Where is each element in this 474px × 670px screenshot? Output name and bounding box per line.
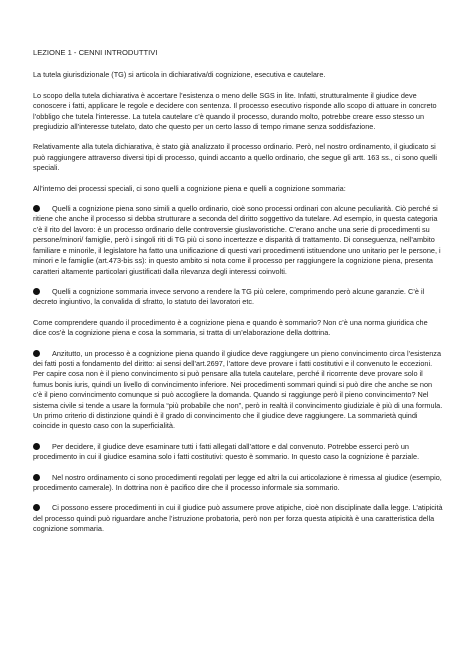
bullet-text: Nel nostro ordinamento ci sono procedimenti regolati per legge ed altri la cui articolazione è rimessa al giudice (esempio, procedimento camerale). In dottrina non è pacifico dire che il processo informale sia sommario. [33, 472, 442, 492]
bullet-text: Ci possono essere procedimenti in cui il giudice può assumere prove atipiche, cioè non disciplinate dalla legge. L’atipicità del processo quindi può riguardare anche l’istruzione probatoria, però non per forza questa atipicità è una caratteristica della cognizione sommaria. [33, 503, 443, 534]
paragraph-come-comprendere: Come comprendere quando il procedimento è a cognizione piena e quando è sommario? Non c’è una norma giuridica che dice cos’è la cognizione piena e cosa la sommaria, si tratta di un’elaborazione della dottrina. [33, 317, 428, 338]
bullet-paragraph-piena [33, 204, 443, 277]
paragraph-dichiarativa: Relativamente alla tutela dichiarativa, è stato già analizzato il processo ordinario. Però, nel nostro ordinamento, il giudicato si può raggiungere attraverso diversi tipi di processo, quindi accanto a quello ordinario, che segue gli artt. 163 ss., ci sono quelli speciali. [33, 142, 437, 173]
bullet-paragraph-informale [33, 473, 443, 494]
bullet-paragraph-sommaria [33, 287, 443, 308]
bullet-text: Per decidere, il giudice deve esaminare tutti i fatti allegati dall’attore e dal convenuto. Potrebbe esserci però un procedimento in cui il giudice esamina solo i fatti costitutivi: questo è sommario. In questo caso la cognizione è parziale. [33, 441, 420, 462]
bullet-text: Quelli a cognizione sommaria invece servono a rendere la TG più celere, comprimendo però alcune garanzie. C’è il decreto ingiuntivo, la convalida di sfratto, lo statuto dei lavoratori etc. [33, 286, 425, 307]
paragraph-intro: La tutela giurisdizionale (TG) si articola in dichiarativa/di cognizione, esecutiva e cautelare. [33, 70, 326, 80]
bullet-icon [33, 350, 40, 357]
bullet-text: Anzitutto, un processo è a cognizione piena quando il giudice deve raggiungere un pieno convincimento circa l’esistenza dei fatti posti a fondamento del diritto: ai sensi dell’art.2697, l’attore deve provare i fatti costitutivi e il convenuto le eccezioni. Per capire cosa non è il pieno convincimento si può pensare alla tutela cautelare, perché il ricorrente deve provare solo il fumus bonis iuris, quindi un livello di convincimento inferiore. Nei procedimenti sommari quindi si può dire che anche se non c’è il pieno convincimento comunque si può accogliere la domanda. Quando si raggiunge però il pieno convincimento? Nel sistema civile si tende a usare la formula “più probabile che non”, però in realtà il convincimento giudiziale è più di una formula. Un primo criterio di distinzione quindi è il grado di convincimento che il giudice deve raggiungere. La sommarietà quindi coincide in questo caso con la superficialità. [33, 348, 443, 431]
bullet-icon [33, 205, 40, 212]
paragraph-scope: Lo scopo della tutela dichiarativa è accertare l’esistenza o meno delle SGS in lite. Infatti, strutturalmente il giudice deve conoscere i fatti, applicare le regole e decidere con sentenza. Il processo esecutivo risponde allo scopo di attuare in concreto l’obbligo che tutela l’interesse. La tutela cautelare c’è quando il processo, durando molto, potrebbe creare esso stesso un pregiudizio all’interesse tutelato, dato che questo per un certo lasso di tempo rimane senza soddisfazione. [33, 90, 437, 132]
bullet-text: Quelli a cognizione piena sono simili a quello ordinario, cioè sono processi ordinari con alcune peculiarità. Ciò perché si ritiene che anche il processo si debba strutturare a seconda del diritto soggettivo da tutelare. Ad esempio, in questa categoria c’è il rito del lavoro: è un processo ordinario delle controversie giuslavoristiche. C’erano anche una serie di procedimenti su persone/minori/ famiglie, però i singoli riti di TG più ci sono incertezze e disparità di trattamento. Di conseguenza, nell’ambito familiare e minorile, il legislatore ha fatto una unificazione di questi vari procedimenti istituendone uno unitario per le persone, i minori e le famiglie (art.473-bis ss): in questo ambito si nota come il processo per raggiungere la cognizione piena, presenta caratteri altamente particolari giustificati dalla rilevanza degli interessi coinvolti. [33, 204, 441, 276]
bullet-paragraph-convincimento [33, 349, 443, 432]
paragraph-speciali: All’interno dei processi speciali, ci sono quelli a cognizione piena e quelli a cognizione sommaria: [33, 183, 346, 193]
bullet-icon [33, 288, 40, 295]
bullet-paragraph-atipiche [33, 503, 443, 534]
bullet-icon [33, 443, 40, 450]
document-title: LEZIONE 1 - CENNI INTRODUTTIVI [33, 48, 158, 57]
bullet-paragraph-parziale [33, 442, 443, 463]
bullet-icon [33, 504, 40, 511]
bullet-icon [33, 474, 40, 481]
document-page [33, 48, 443, 545]
